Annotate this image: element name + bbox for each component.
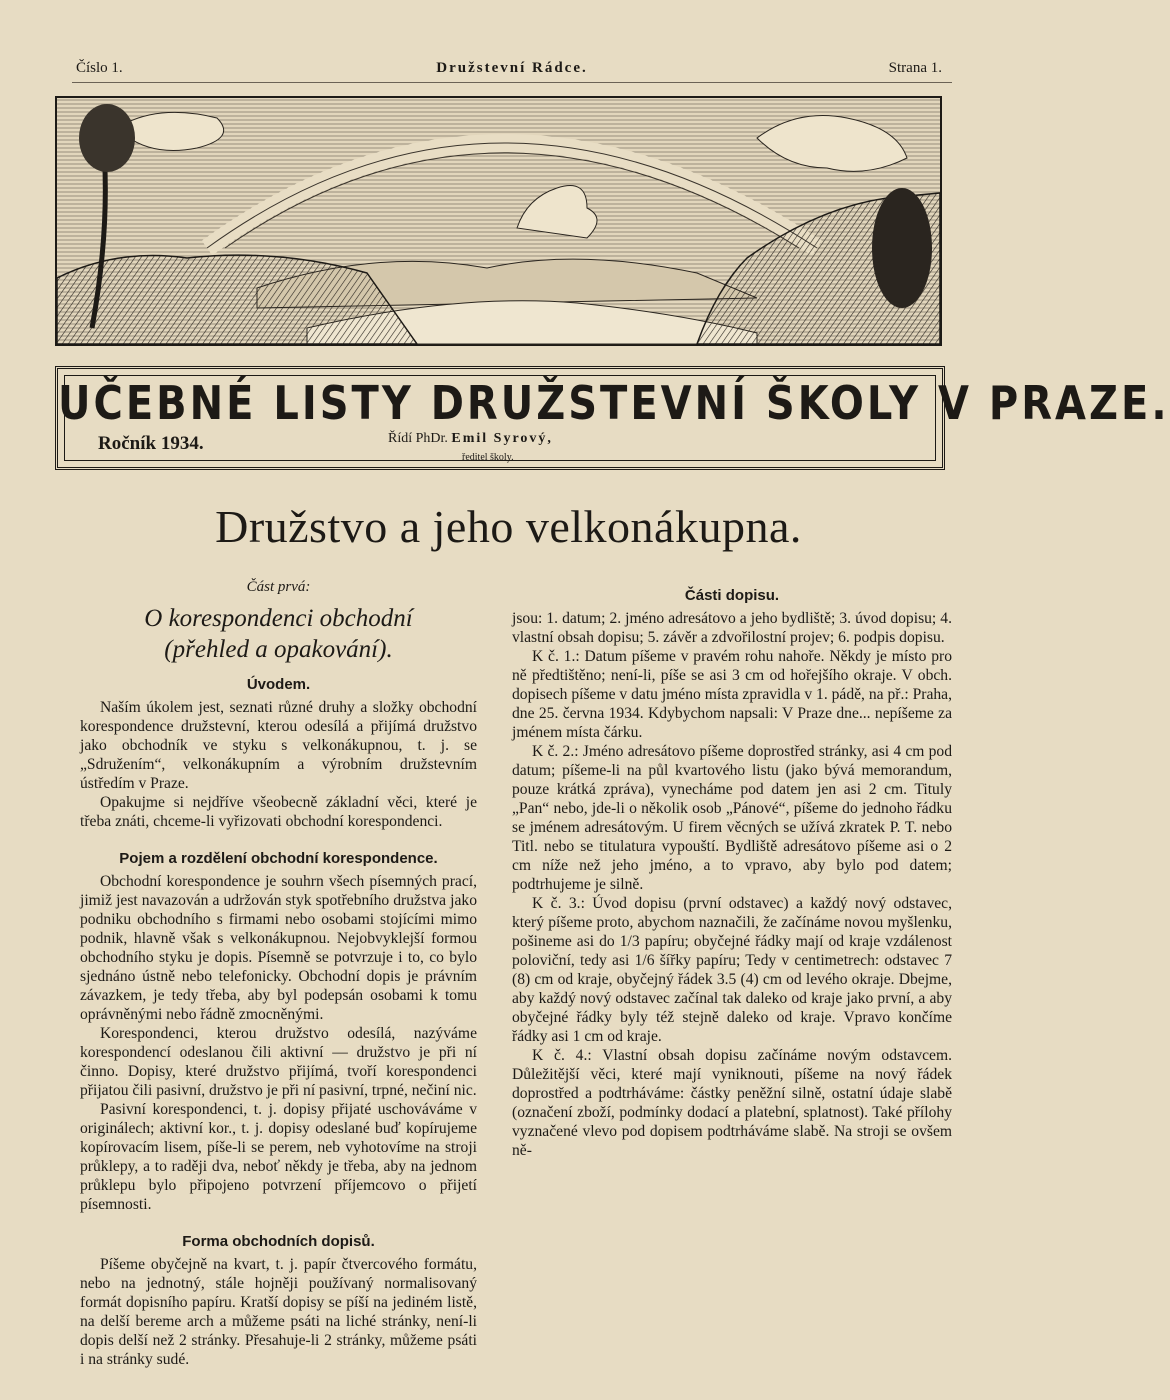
- right-column: [512, 580, 952, 1160]
- subheading-concept: Pojem a rozdělení obchodní korespondence.: [119, 850, 438, 867]
- paragraph: K č. 2.: Jméno adresátovo píšeme doprostřed stránky, asi 4 cm pod datum; píšeme-li na půl kvartového listu (jako bývá memorandum, pouze krátká zpráva), vynecháme pod datem jen asi 2 cm. Tituly „Pan“ nebo, jde-li o několik osob „Pánové“, píšeme do jednoho řádku se jménem adresátovým. U firem věcných se užívá zkratek P. T. nebo Titl. nebo se titulatura vypouští. Bydliště adresátovo píšeme asi o 2 cm níže než jeho jméno, a to vpravo, aby bylo pod datem; podtrhujeme je silně.: [512, 743, 952, 893]
- subheading-form: Forma obchodních dopisů.: [182, 1233, 375, 1250]
- masthead: [55, 366, 1170, 470]
- editor-line: [388, 431, 553, 447]
- paragraph: Opakujme si nejdříve všeobecně základní věci, které je třeba znáti, chceme-li vyřizovati obchodní korespondenci.: [80, 794, 477, 830]
- editor-name: Emil Syrový,: [451, 431, 553, 446]
- section-title: [80, 603, 477, 665]
- running-header: [72, 60, 952, 83]
- paragraph: Pasivní korespondenci, t. j. dopisy přijaté uschováváme v originálech; aktivní kor., t. j. dopisy odeslané buď kopírujeme kopírovacím lisem, píše-li se perem, neb vyhotovíme na stroji průklepy, a to raději dva, neboť někdy je třeba, aby na jednom průklepu bylo připojeno potvrzení příjemcovo o přijetí písemnosti.: [80, 1101, 477, 1213]
- paragraph: Naším úkolem jest, seznati různé druhy a složky obchodní korespondence družstevní, kterou odesílá a přijímá družstvo jako obchodník ve styku s velkonákupnou, t. j. se „Sdružením“, velkonákupním a výrobním družstevním ústředím v Praze.: [80, 699, 477, 792]
- paragraph: K č. 4.: Vlastní obsah dopisu začínáme novým odstavcem. Důležitější věci, které mají vyniknouti, píšeme na nový řádek doprostřed a podtrháváme: částky peněžní silně, ostatní údaje slabě (označení zboží, podmínky dodací a platební, splatnost). Také přílohy vyznačené vlevo pod dopisem podtrháváme slabě. Na stroji se ovšem ně-: [512, 1047, 952, 1159]
- page-number: Strana 1.: [888, 60, 942, 76]
- paragraph: K č. 3.: Úvod dopisu (první odstavec) a každý nový odstavec, který píšeme proto, abychom naznačili, že začínáme novou myšlenku, pošineme asi do 1/3 papíru; obyčejné řádky mají od kraje vzdálenost poloviční, tedy asi 1/6 šířky papíru; Tedy v centimetrech: odstavec 7 (8) cm od kraje, obyčejný řádek 3.5 (4) cm od levého okraje. Dbejme, aby každý nový odstavec začínal tak daleko od kraje jako první, a aby obyčejné řádky byly též stejně daleko od kraje. Vpravo končíme řádky asi 1 cm od kraje.: [512, 895, 952, 1045]
- paragraph: Obchodní korespondence je souhrn všech písemných prací, jimiž jest navazován a udržován styk spotřebního družstva jako podniku obchodního s firmami nebo osobami stojícími mimo podnik, hlavně však s velkonákupnou. Nejobvyklejší formou obchodního styku je dopis. Písemně se potvrzuje i to, co bylo sjednáno ústně nebo telefonicky. Obchodní dopis je právním závazkem, je tedy třeba, aby byl podepsán osobami k tomu oprávněnými nebo řádně zmocněnými.: [80, 873, 477, 1023]
- landscape-illustration: [55, 96, 942, 346]
- left-column: [80, 578, 477, 1369]
- paragraph: jsou: 1. datum; 2. jméno adresátovo a jeho bydliště; 3. úvod dopisu; 4. vlastní obsah dopisu; 5. závěr a zdvořilostní projev; 6. podpis dopisu.: [512, 610, 952, 646]
- article-title: Družstvo a jeho velkonákupna.: [215, 501, 802, 552]
- part-label: Část prvá:: [246, 579, 311, 595]
- paragraph: Korespondenci, kterou družstvo odesílá, nazýváme korespondencí odeslanou čili aktivní — družstvo je při ní činno. Dopisy, které družstvo přijímá, tvoří korespondenci přijatou čili pasivní, družstvo je při ní pasivní, trpné, nečiní nic.: [80, 1025, 477, 1099]
- issue-number: Číslo 1.: [76, 60, 123, 76]
- volume-year: Ročník 1934.: [98, 433, 204, 454]
- paragraph: Píšeme obyčejně na kvart, t. j. papír čtvercového formátu, nebo na jednotný, stále hojněji používaný normalisovaný formát dopisního papíru. Kratší dopisy se píší na jediném listě, na delší bereme arch a můžeme psáti na liché stránky, není-li dopis delší než 2 stránky. Přesahuje-li 2 stránky, můžeme psáti i na stránky sudé.: [80, 1256, 477, 1368]
- section-title-line-1: O korespondenci obchodní: [144, 605, 413, 632]
- section-title-line-2: (přehled a opakování).: [164, 636, 393, 663]
- masthead-title: UČEBNÉ LISTY DRUŽSTEVNÍ ŠKOLY V PRAZE.: [58, 377, 1170, 431]
- paragraph: K č. 1.: Datum píšeme v pravém rohu nahoře. Někdy je místo pro ně předtištěno; není-li, píše se asi 3 cm od hořejšího okraje. V obch. dopisech píšeme v datu jméno místa zpravidla v 1. pádě, na př.: Praha, dne 25. června 1934. Kdybychom napsali: V Praze dne... nepíšeme za jménem místa čárku.: [512, 648, 952, 741]
- editor-prefix: Řídí PhDr.: [388, 431, 452, 446]
- subheading-parts: Části dopisu.: [684, 587, 780, 604]
- journal-name: Družstevní Rádce.: [436, 60, 588, 76]
- editor-role: ředitel školy.: [462, 452, 514, 463]
- subheading-intro: Úvodem.: [246, 676, 311, 693]
